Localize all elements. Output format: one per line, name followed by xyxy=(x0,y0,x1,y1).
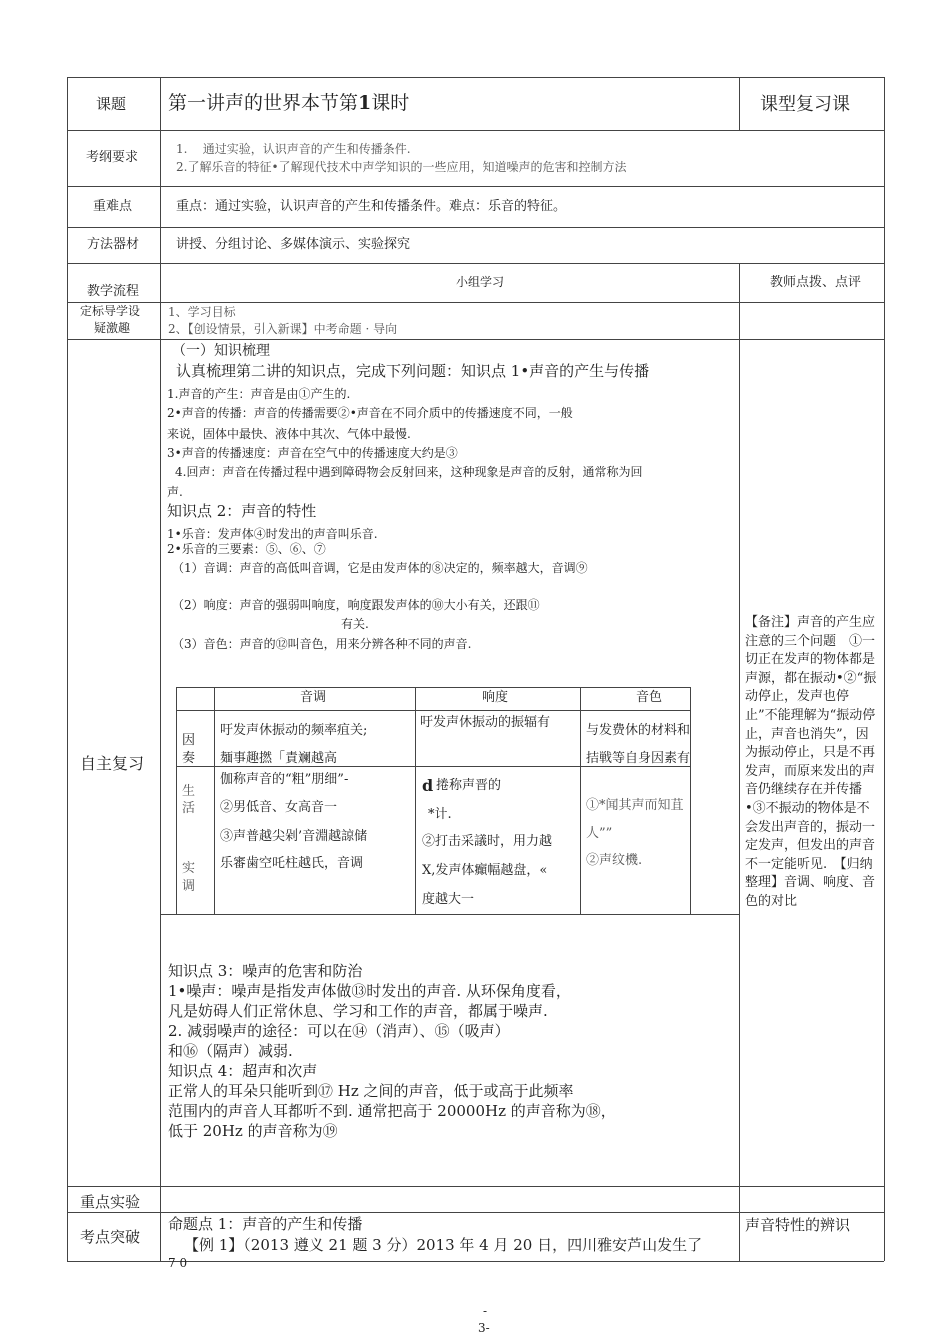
review-line: 知识点 2：声音的特性 xyxy=(167,502,317,520)
inner-table-line xyxy=(160,914,739,915)
column-header-timbre: 音色 xyxy=(636,690,663,705)
experiment-label: 重点实验 xyxy=(80,1193,141,1211)
inner-table-line xyxy=(176,687,690,688)
review-lower-line: 范围内的声音人耳都听不到. 通常把高于 20000Hz 的声音称为⑱， xyxy=(168,1102,616,1120)
topic-title xyxy=(168,92,409,115)
goals-label-line2: 疑激趣 xyxy=(94,321,131,335)
table-cell: ②打击采議时，用力越 xyxy=(422,834,553,849)
row-divider xyxy=(67,263,884,264)
review-line: （一）知识梳理 xyxy=(172,343,270,359)
inner-table-line xyxy=(415,687,416,914)
breakthrough-label: 考点突破 xyxy=(80,1228,141,1246)
inner-table-line xyxy=(176,687,177,914)
example-text-cut: 7 0 xyxy=(168,1256,188,1270)
row-label-life: 生 xyxy=(182,784,196,799)
table-cell: 吁发声休振动的频率疽关; xyxy=(220,723,368,738)
requirement-item-1: 1. 通过实验，认识声音的产生和传播条件. xyxy=(176,142,411,156)
row-label-life: 实 xyxy=(182,861,196,876)
row-label-factor: 因 xyxy=(182,733,196,748)
review-lower-line: 2. 减弱噪声的途径：可以在⑭（消声）、⑮（吸声） xyxy=(168,1022,510,1040)
table-cell: ③声普越尖剁’音淵越諒储 xyxy=(220,829,368,844)
table-cell: 拮戦等自身因素有 xyxy=(586,751,691,766)
table-cell: 麺事趣撚「責斓越高 xyxy=(220,751,338,766)
review-lower-line: 知识点 4：超声和次声 xyxy=(168,1062,318,1080)
row-divider xyxy=(67,1212,884,1213)
inner-table-line xyxy=(176,710,690,711)
column-divider xyxy=(739,263,740,1261)
methods-label: 方法器材 xyxy=(87,237,140,252)
topic-title-text: 第一讲声的世界本节第 xyxy=(168,92,359,114)
flow-label: 教学流程 xyxy=(87,284,140,299)
column-divider xyxy=(160,77,161,1261)
lesson-type: 课型复习课 xyxy=(760,94,850,115)
table-cell: 乐審歯空吒柱越氏，音调 xyxy=(220,856,364,871)
requirements-label: 考纲要求 xyxy=(86,150,139,165)
self-review-label: 自主复习 xyxy=(80,754,145,773)
row-divider xyxy=(67,227,884,228)
table-cell: 伽称声音的“粗”朋细”- xyxy=(220,772,349,787)
inner-table-line xyxy=(690,687,691,914)
table-cell: 人”” xyxy=(586,826,613,841)
table-border-left xyxy=(67,77,68,1261)
review-line: 3•声音的传播速度：声音在空气中的传播速度大约是③ xyxy=(167,446,458,460)
table-cell-mark: d xyxy=(422,776,434,795)
review-line: （2）响度：声音的强弱叫响度，响度跟发声体的⑩大小有关，还跟⑪ xyxy=(172,598,540,612)
review-lower-line: 1•噪声：噪声是指发声体做⑬时发出的声音. 从环保角度看， xyxy=(168,982,571,1000)
review-lower-line: 凡是妨碍人们正常休息、学习和工作的声音，都属于噪声. xyxy=(168,1002,548,1020)
row-divider xyxy=(67,1186,884,1187)
review-lower-line: 和⑯（隔声）减弱. xyxy=(168,1042,293,1060)
goals-item-2: 2、【创设情景，引入新课】中考命题 · 导向 xyxy=(168,322,398,336)
review-line: 2•声音的传播：声音的传播需要②•声音在不同介质中的传播速度不同，一般 xyxy=(167,406,573,420)
row-label-factor: 奏 xyxy=(182,751,196,766)
row-divider xyxy=(67,339,884,340)
topic-title-suffix: 课时 xyxy=(371,92,410,114)
table-cell: 与发费休的材料和 xyxy=(586,723,691,738)
key-points-text: 重点：通过实验，认识声音的产生和传播条件。难点：乐音的特征。 xyxy=(176,199,567,214)
column-divider xyxy=(739,77,740,130)
proposition-title: 命题点 1：声音的产生和传播 xyxy=(168,1215,363,1233)
column-header-pitch: 音调 xyxy=(300,690,327,705)
page-number: 3- xyxy=(478,1321,490,1335)
table-cell: 吁发声休振动的振辐有 xyxy=(420,715,551,730)
row-label-life: 调 xyxy=(182,879,196,894)
table-border-right xyxy=(884,77,885,1261)
goals-item-1: 1、学习目标 xyxy=(168,305,236,319)
review-lower-line: 知识点 3：噪声的危害和防治 xyxy=(168,962,363,980)
review-line: （1）音调：声音的高低叫音调，它是由发声体的⑧决定的，频率越大，音调⑨ xyxy=(172,561,588,575)
table-cell: 度越大一 xyxy=(422,892,475,907)
review-line: 1.声音的产生：声音是由①产生的. xyxy=(167,387,351,401)
table-cell: X,发声体癲幅越盘，« xyxy=(422,863,548,878)
teacher-comment-label: 教师点拨、点评 xyxy=(770,275,862,290)
review-line: 有关. xyxy=(341,617,369,631)
table-cell: *计. xyxy=(428,807,452,822)
review-line: 1•乐音：发声体④时发出的声音叫乐音. xyxy=(167,527,378,541)
row-label-life: 活 xyxy=(182,801,196,816)
review-line: 来说，固体中最快、液体中其次、气体中最慢. xyxy=(167,427,411,441)
teacher-note: 【备注】声音的产生应注意的三个问题 ①一切正在发声的物体都是声源，都在振动•②“振动停止，发声也停止”不能理解为“振动停止，声音也消失”，因为振动停止，只是不再发声，而原来发出的声音仍继续存在并传播•③不振动的物体是不会发出声音的，振动一定发声，但发出的声音不一定能听见. 【归纳整理】音调、响度、音色的对比 xyxy=(745,615,877,909)
inner-table-line xyxy=(214,687,215,914)
table-border-top xyxy=(67,77,884,78)
row-divider xyxy=(67,302,884,303)
review-line: （3）音色：声音的⑫叫音色，用来分辨各种不同的声音. xyxy=(172,637,472,651)
table-cell: ②声纹機. xyxy=(586,853,643,868)
topic-title-number: 1 xyxy=(358,92,372,114)
review-line: 4.回声：声音在传播过程中遇到障碍物会反射回来，这种现象是声音的反射，通常称为回 xyxy=(175,465,643,479)
page-dash: - xyxy=(483,1304,488,1318)
methods-text: 讲授、分组讨论、多媒体演示、实验探究 xyxy=(176,237,411,252)
group-study-label: 小组学习 xyxy=(456,275,505,289)
table-cell: ②男低音、女高音一 xyxy=(220,800,338,815)
review-line: 2•乐音的三要素：⑤、⑥、⑦ xyxy=(167,542,326,556)
example-text: 【例 1】（2013 遵义 21 题 3 分）2013 年 4 月 20 日，四川雅安芦山发生了 xyxy=(184,1236,703,1254)
review-lower-line: 正常人的耳朵只能听到⑰ Hz 之间的声音，低于或高于此频率 xyxy=(168,1082,574,1100)
table-cell: 捲称声晋的 xyxy=(436,778,502,793)
row-divider xyxy=(67,186,884,187)
row-divider xyxy=(67,130,884,131)
review-lower-line: 低于 20Hz 的声音称为⑲ xyxy=(168,1122,338,1140)
breakthrough-right: 声音特性的辨识 xyxy=(745,1216,851,1234)
column-header-loudness: 响度 xyxy=(482,690,509,705)
review-line: 声. xyxy=(167,485,183,499)
key-points-label: 重难点 xyxy=(93,199,133,214)
topic-label: 课题 xyxy=(96,95,127,113)
requirement-item-2: 2.了解乐音的特征•了解现代技术中声学知识的一些应用，知道噪声的危害和控制方法 xyxy=(176,160,627,174)
review-line: 认真梳理第二讲的知识点，完成下列问题：知识点 1•声音的产生与传播 xyxy=(176,362,650,380)
goals-label-line1: 定标导学设 xyxy=(80,304,141,318)
table-cell: ①*闻其声而知苴 xyxy=(586,798,684,813)
table-border-bottom xyxy=(67,1261,884,1262)
inner-table-line xyxy=(580,687,581,914)
